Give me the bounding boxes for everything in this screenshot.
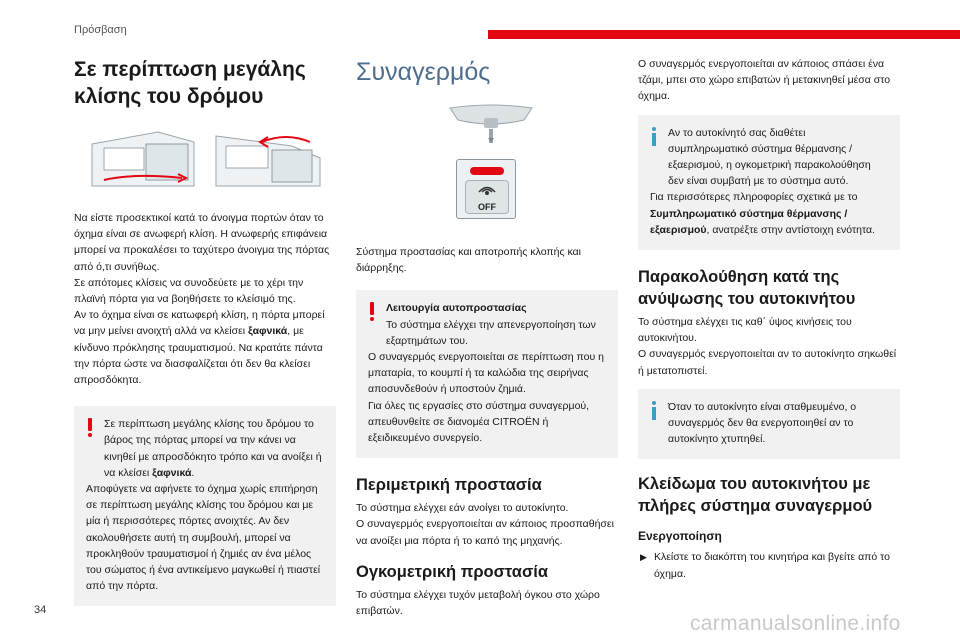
alarm-off-button[interactable] — [465, 180, 509, 214]
alarm-off-label: OFF — [478, 202, 496, 212]
perimeter-text-2: Ο συναγερμός ενεργοποιείται αν κάποιος προσπαθήσει να ανοίξει μια πόρτα ή το καπό της μηχανής. — [356, 518, 614, 547]
volumetric-heading: Ογκομετρική προστασία — [356, 562, 548, 581]
heating-info-box — [638, 115, 900, 250]
volumetric-text-1: Το σύστημα ελέγχει τυχόν μεταβολή όγκου στο χώρο επιβατών. — [356, 588, 600, 618]
door-downhill-illustration — [216, 136, 320, 186]
slope-title: Σε περίπτωση μεγάλης κλίσης του δρόμου — [74, 58, 306, 108]
perimeter-text-1: Το σύστημα ελέγχει εάν ανοίγει το αυτοκίνητο. — [356, 502, 569, 515]
warning-icon — [87, 418, 93, 437]
section-header: Πρόσβαση — [74, 24, 127, 36]
sliding-door-illustrations — [86, 128, 336, 190]
activation-heading: Ενεργοποίηση — [638, 529, 722, 544]
door-uphill-illustration — [92, 132, 194, 186]
volumetric-text-2: Ο συναγερμός ενεργοποιείται αν κάποιος σπάσει ένα τζάμι, μπει στο χώρο επιβατών ή μετακινηθεί μέσα στο όχημα. — [638, 58, 891, 103]
warning-icon — [369, 302, 375, 321]
self-protection-text-1: Το σύστημα ελέγχει την απενεργοποίηση των εξαρτημάτων του. — [386, 318, 596, 347]
perimeter-heading: Περιμετρική προστασία — [356, 476, 542, 495]
self-protection-title: Λειτουργία αυτοπροστασίας — [386, 302, 527, 315]
alarm-led-indicator — [470, 167, 504, 175]
slope-warning-text: Σε περίπτωση μεγάλης κλίσης του δρόμου το βάρος της πόρτας μπορεί να την κάνει να κινηθεί με απροσδόκητο τρόπο και να ανοίξει ή να κλείσει ξαφνικά. — [104, 418, 322, 479]
parked-info-box — [638, 389, 900, 460]
alarm-off-button-panel — [456, 159, 516, 219]
slope-warning-text-2: Αποφύγετε να αφήνετε το όχημα χωρίς επιτήρηση σε περίπτωση μεγάλης κλίσης του δρόμου και με μία ή περισσότερες πόρτες ανοιχτές. Αν δεν ακολουθήσετε αυτή τη συμβουλή, μπορεί να προκληθούν τραυματισμοί ή ζημιές αν ένα μέλος του σώματος ή ένα αντικείμενο μαγκωθεί ή πιαστεί από την πόρτα. — [86, 483, 321, 593]
self-protection-text-3: Για όλες τις εργασίες στο σύστημα συναγερμού, απευθυνθείτε σε διανομέα CITROËN ή εξειδικευμένο συνεργείο. — [368, 399, 590, 445]
volumetric-alarm-icon — [472, 183, 502, 197]
column-slope — [74, 56, 336, 606]
ceiling-console-image — [446, 102, 536, 146]
step-arrow-icon: ▶ — [640, 552, 647, 563]
tilt-text-1: Το σύστημα ελέγχει τις καθ΄ ύψος κινήσεις του αυτοκινήτου. — [638, 316, 852, 345]
info-icon — [651, 127, 657, 146]
column-monitoring — [638, 56, 900, 582]
tilt-text-2: Ο συναγερμός ενεργοποιείται αν το αυτοκίνητο σηκωθεί ή μετατοπιστεί. — [638, 348, 897, 377]
tilt-heading: Παρακολούθηση κατά της ανύψωσης του αυτοκινήτου — [638, 268, 856, 309]
column-alarm — [356, 56, 618, 619]
self-protection-text-2: Ο συναγερμός ενεργοποιείται σε περίπτωση που η μπαταρία, το κουμπί ή τα καλώδια της σειρήνας αποσυνδεθούν ή υποστούν ζημιά. — [368, 351, 604, 396]
slope-paragraph-2: Σε απότομες κλίσεις να συνοδεύετε με το χέρι την πλαϊνή πόρτα για να βοηθήσετε το κλείσιμό της. — [74, 276, 304, 306]
door-slope-images — [86, 128, 326, 190]
slope-warning-box — [74, 406, 336, 606]
header-accent-bar — [488, 30, 960, 39]
heating-info-text-2: Για περισσότερες πληροφορίες σχετικά με το Συμπληρωματικό σύστημα θέρμανσης / εξαερισμού, ανατρέξτε στην αντίστοιχη ενότητα. — [650, 191, 875, 236]
page-number: 34 — [34, 604, 47, 616]
heating-info-text-1: Αν το αυτοκίνητό σας διαθέτει συμπληρωματικό σύστημα θέρμανσης / εξαερισμού, η ογκομετρική παρακολούθηση δεν είναι συμβατή με το σύστημα αυτό. — [668, 126, 871, 188]
alarm-intro: Σύστημα προστασίας και αποτροπής κλοπής και διάρρηξης. — [356, 246, 581, 275]
full-alarm-locking-heading: Κλείδωμα του αυτοκινήτου με πλήρες σύστημα συναγερμού — [638, 475, 873, 516]
activation-step-1: ▶ Κλείστε το διακόπτη του κινητήρα και βγείτε από το όχημα. — [640, 551, 890, 580]
self-protection-warning-box — [356, 290, 618, 458]
alarm-title: Συναγερμός — [356, 58, 491, 86]
watermark: carmanualsonline.info — [690, 612, 901, 635]
slope-paragraph-3: Αν το όχημα είναι σε κατωφερή κλίση, η πόρτα μπορεί να μην μείνει ανοιχτή αλλά να κλείσει ξαφνικά, με κίνδυνο πρόκλησης τραυματισμού. Να κρατάτε πάντα την πόρτα ώστε να διασφαλίζεται ότι δεν θα κλείσει απροσδόκητα. — [74, 309, 325, 387]
slope-paragraph-1: Να είστε προσεκτικοί κατά το άνοιγμα πορτών όταν το όχημα είναι σε ανωφερή κλίση. Η ανωφερής επιφάνεια μπορεί να προκαλέσει το ταχύτερο άνοιγμα της πόρτας από ό,τι συνήθως. — [74, 212, 330, 273]
parked-info-text: Όταν το αυτοκίνητο είναι σταθμευμένο, ο συναγερμός δεν θα ενεργοποιηθεί αν το αυτοκίνητο χτυπηθεί. — [668, 400, 857, 446]
alarm-illustrations — [446, 102, 618, 236]
info-icon — [651, 401, 657, 420]
